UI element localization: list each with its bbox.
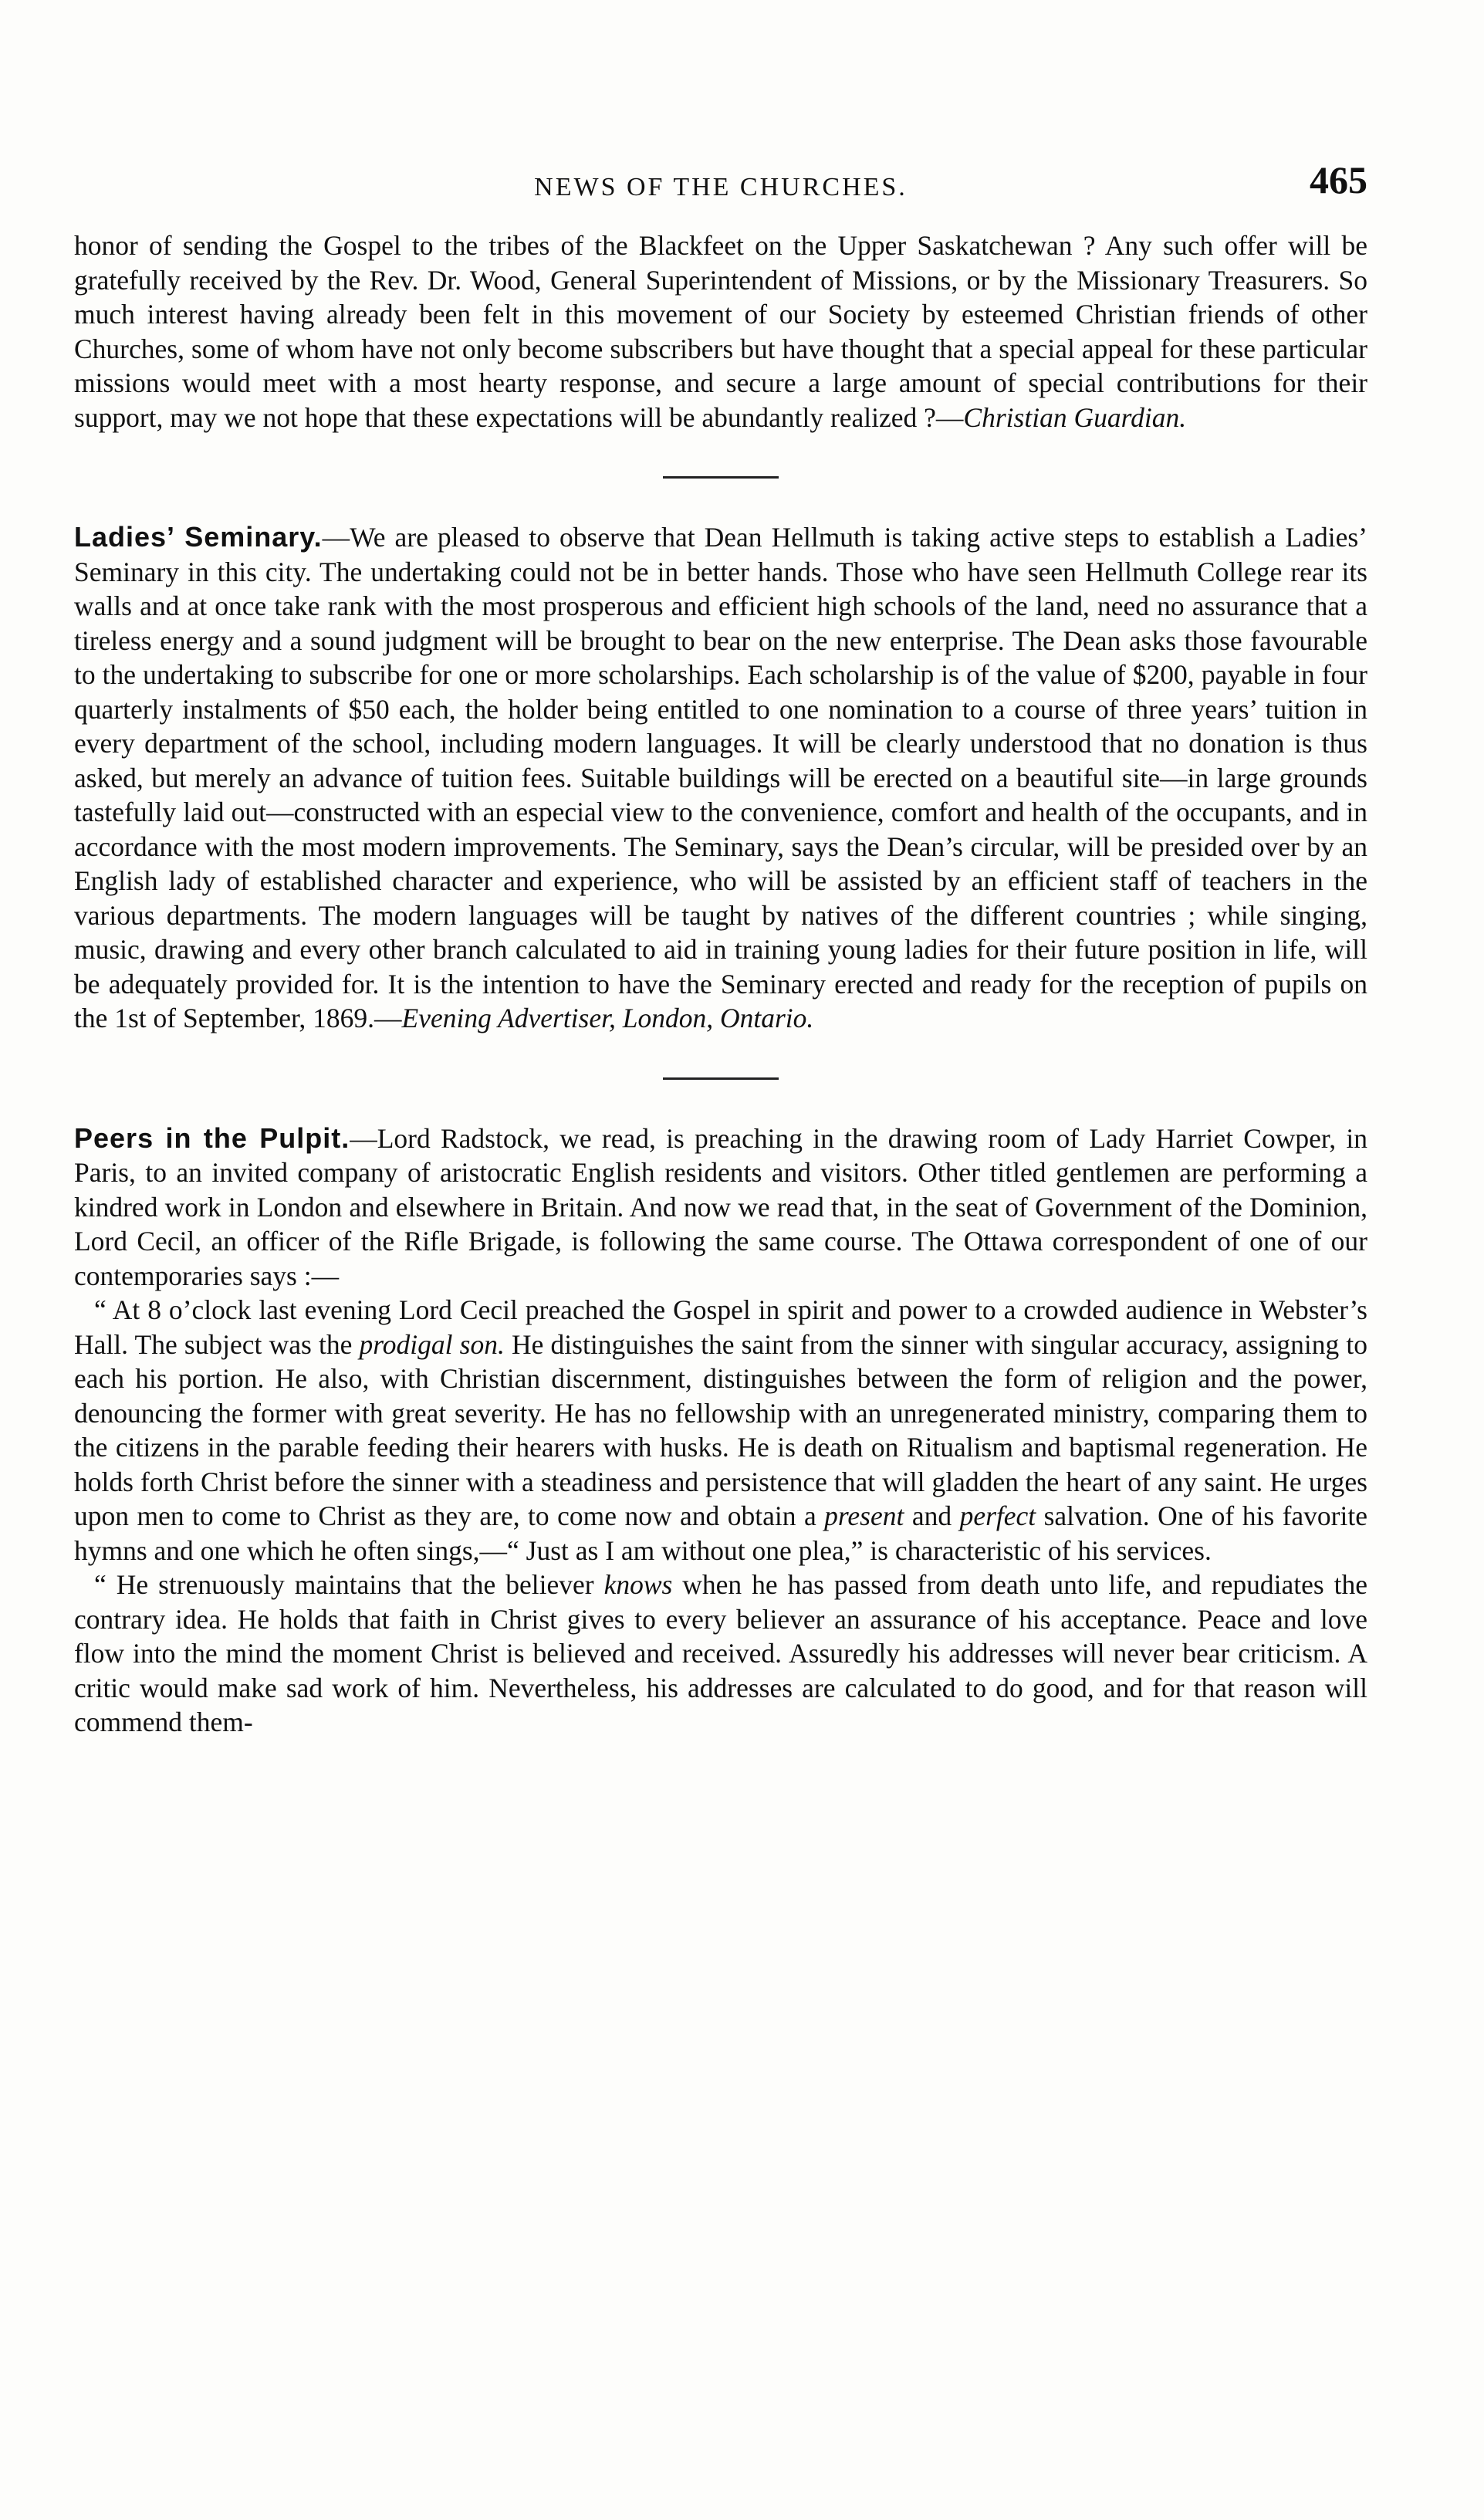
running-head [74, 147, 1367, 208]
quote-paragraph [74, 1293, 1367, 1568]
divider-rule [663, 1077, 779, 1080]
page-number: 465 [1310, 158, 1367, 201]
text-column [74, 147, 1367, 1740]
article-body: honor of sending the Gospel to the tribes of the Blackfeet on the Upper Saskatchewan ? Any such offer will be gratefully received by the Rev. Dr. Wood, General Superintendent of Missions, or by the Missionary Treasurers. So much interest having already been felt in this movement of our Society by esteemed Christian friends of other Churches, some of whom have not only become subscribers but have thought that a special appeal for these particular missions would meet with a most hearty response, and secure a large amount of special contributions for their support, may we not hope that these expectations will be abundantly realized ?— [74, 230, 1367, 433]
quote-text: when he has passed from death unto life, and repudiates the contrary idea. He holds that faith in Christ gives to every believer an assurance of his acceptance. Peace and love flow into the mind the moment Christ is believed and received. Assuredly his addresses will never bear criticism. A critic would make sad work of him. Nevertheless, his addresses are calculated to do good, and for that reason will commend them- [74, 1569, 1367, 1737]
quote-text: salvation. One of his favorite hymns and one which he often sings,—“ Just as I am without one plea,” is characteristic of his services. [74, 1500, 1367, 1566]
article-ladies-seminary [74, 520, 1367, 1036]
article-source: Evening Advertiser, London, Ontario. [401, 1003, 814, 1033]
quote-emphasis: present [824, 1500, 904, 1531]
quote-paragraph [74, 1568, 1367, 1740]
quote-text: and [904, 1500, 960, 1531]
quote-text: “ At 8 o’clock last evening Lord Cecil preached the Gospel in spirit and power to a crowded audience in Webster’s Hall. The subject was the [74, 1294, 1367, 1360]
article-heading: Ladies’ Seminary. [74, 521, 323, 553]
article-peers-in-the-pulpit [74, 1121, 1367, 1294]
article-heading: Peers in the Pulpit. [74, 1121, 350, 1154]
quote-text: He distinguishes the saint from the sinner with singular accuracy, assigning to each his portion. He also, with Christian discernment, distinguishes between the form of religion and the power, denouncing the former with great severity. He has no fellowship with an unregenerated ministry, comparing them to the citizens in the parable feeding their hearers with husks. He is death on Ritualism and baptismal regeneration. He holds forth Christ before the sinner with a steadiness and persistence that will gladden the heart of any saint. He urges upon men to come to Christ as they are, to come now and obtain a [74, 1328, 1367, 1531]
article-source: Christian Guardian. [963, 401, 1187, 433]
quote-emphasis: prodigal son. [359, 1328, 505, 1360]
quote-emphasis: knows [603, 1569, 673, 1600]
article-christian-guardian [74, 228, 1367, 435]
quote-emphasis: perfect [959, 1500, 1036, 1531]
article-body: —Lord Radstock, we read, is preaching in the drawing room of Lady Harriet Cowper, in Paris, to an invited company of aristocratic English residents and visitors. Other titled gentlemen are performing a kindred work in London and elsewhere in Britain. And now we read that, in the seat of Government of the Dominion, Lord Cecil, an officer of the Rifle Brigade, is following the same course. The Ottawa correspondent of one of our contemporaries says :— [74, 1122, 1367, 1291]
running-head-title: NEWS OF THE CHURCHES. [534, 173, 908, 201]
article-body: —We are pleased to observe that Dean Hellmuth is taking active steps to establish a Ladies’ Seminary in this city. The undertaking could not be in better hands. Those who have seen Hellmuth College rear its walls and at once take rank with the most prosperous and efficient high schools of the land, need no assurance that a tireless energy and a sound judgment will be brought to bear on the new enterprise. The Dean asks those favourable to the undertaking to subscribe for one or more scholarships. Each scholarship is of the value of $200, payable in four quarterly instalments of $50 each, the holder being entitled to one nomination to a course of three years’ tuition in every department of the school, including modern languages. It will be clearly understood that no donation is thus asked, but merely an advance of tuition fees. Suitable buildings will be erected on a beautiful site—in large grounds tastefully laid out—constructed with an especial view to the convenience, comfort and health of the occupants, and in accordance with the most modern improvements. The Seminary, says the Dean’s circular, will be presided over by an English lady of established character and experience, who will be assisted by an efficient staff of teachers in the various departments. The modern languages will be taught by natives of the different countries ; while singing, music, drawing and every other branch calculated to aid in training young ladies for their future position in life, will be adequately provided for. It is the intention to have the Seminary erected and ready for the reception of pupils on the 1st of September, 1869.— [74, 522, 1367, 1033]
quote-text: “ He strenuously maintains that the believer [94, 1569, 604, 1600]
divider-rule [663, 476, 779, 479]
